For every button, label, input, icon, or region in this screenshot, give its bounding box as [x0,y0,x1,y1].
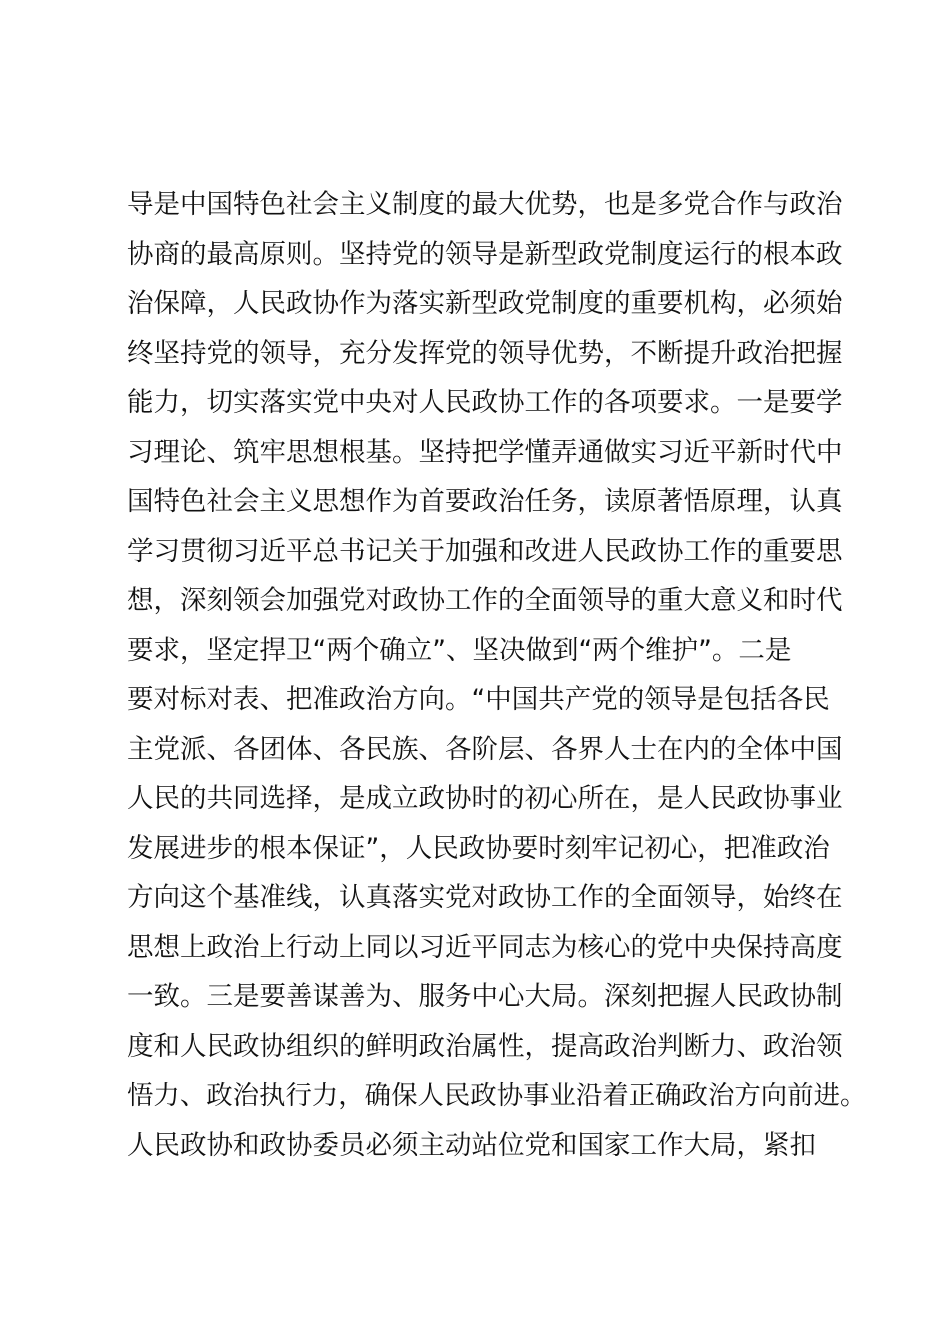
body-paragraph [127,180,867,1170]
text-line: 学习贯彻习近平总书记关于加强和改进人民政协工作的重要思 [127,535,843,567]
text-line: 要对标对表、把准政治方向。“中国共产党的领导是包括各民 [127,684,830,715]
text-line: 人民政协和政协委员必须主动站位党和国家工作大局，紧扣 [127,1129,816,1161]
text-line: 思想上政治上行动上同以习近平同志为核心的党中央保持高度 [127,931,843,963]
text-line: 导是中国特色社会主义制度的最大优势，也是多党合作与政治 [127,189,843,220]
text-line: 要求，坚定捍卫“两个确立”、坚决做到“两个维护”。二是 [127,634,792,666]
text-line: 度和人民政协组织的鲜明政治属性，提高政治判断力、政治领 [127,1030,843,1062]
text-line: 想，深刻领会加强党对政协工作的全面领导的重大意义和时代 [127,585,843,616]
text-line: 能力，切实落实党中央对人民政协工作的各项要求。一是要学 [127,387,843,418]
text-line: 国特色社会主义思想作为首要政治任务，读原著悟原理，认真 [127,486,843,517]
text-line: 发展进步的根本保证”，人民政协要时刻牢记初心，把准政治 [127,832,830,864]
text-line: 方向这个基准线，认真落实党对政协工作的全面领导，始终在 [127,882,843,913]
text-line: 终坚持党的领导，充分发挥党的领导优势，不断提升政治把握 [127,337,843,369]
text-line: 主党派、各团体、各民族、各阶层、各界人士在内的全体中国 [127,733,843,765]
text-line: 一致。三是要善谋善为、服务中心大局。深刻把握人民政协制 [127,981,843,1012]
text-line: 习理论、筑牢思想根基。坚持把学懂弄通做实习近平新时代中 [127,436,843,468]
text-line: 协商的最高原则。坚持党的领导是新型政党制度运行的根本政 [127,238,843,270]
text-line: 人民的共同选择，是成立政协时的初心所在，是人民政协事业 [127,783,843,814]
text-line: 治保障，人民政协作为落实新型政党制度的重要机构，必须始 [127,288,843,319]
text-line: 悟力、政治执行力，确保人民政协事业沿着正确政治方向前进。 [127,1080,867,1111]
